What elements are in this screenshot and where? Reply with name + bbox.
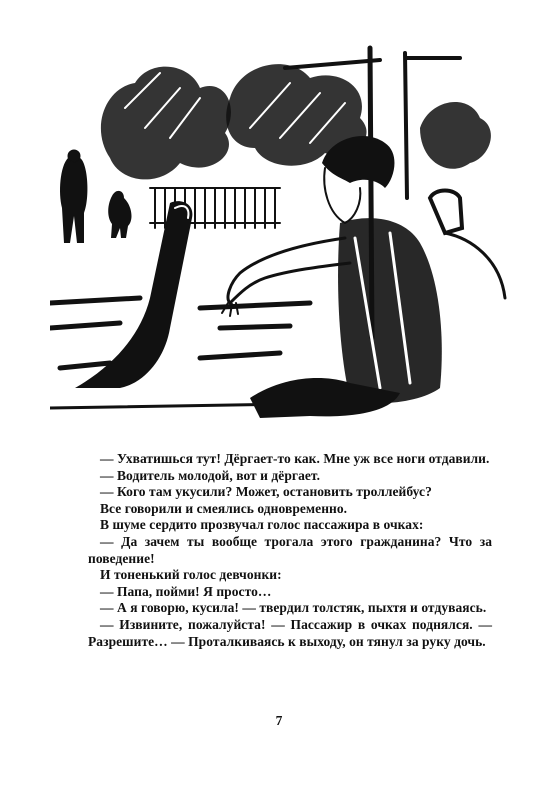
seat-back-left <box>75 201 192 388</box>
page-number: 7 <box>275 713 283 728</box>
paragraph: — Извините, пожалуйста! — Пассажир в очках поднялся. — Разрешите… — Проталкиваясь к выходу, он тянул за руку дочь. <box>88 616 492 649</box>
paragraph: — Папа, пойми! Я просто… <box>100 583 272 599</box>
boy-arm <box>228 238 350 303</box>
boy-body <box>338 218 442 403</box>
body-text <box>88 451 492 650</box>
seat-back-right <box>430 191 462 234</box>
paragraph: — Да зачем ты вообще трогала этого гражданина? Что за поведение! <box>88 533 492 566</box>
paragraph: Все говорили и смеялись одновременно. <box>100 500 348 516</box>
paragraph: — Водитель молодой, вот и дёргает. <box>100 467 321 483</box>
figure-child <box>108 191 131 238</box>
tree-far-right <box>420 102 491 169</box>
paragraph: В шуме сердито прозвучал голос пассажира в очках: <box>100 517 424 533</box>
paragraph: — Ухватишься тут! Дёргает-то как. Мне уж все ноги отдавили. <box>100 451 490 466</box>
tree-left <box>101 67 231 180</box>
paragraph: — Кого там укусили? Может, остановить троллейбус? <box>100 484 432 500</box>
figure-adult <box>60 152 87 243</box>
paragraph: — А я говорю, кусила! — твердил толстяк, пыхтя и отдуваясь. <box>100 600 487 616</box>
illustration <box>50 38 510 438</box>
paragraph: И тоненький голос девчонки: <box>100 567 282 583</box>
